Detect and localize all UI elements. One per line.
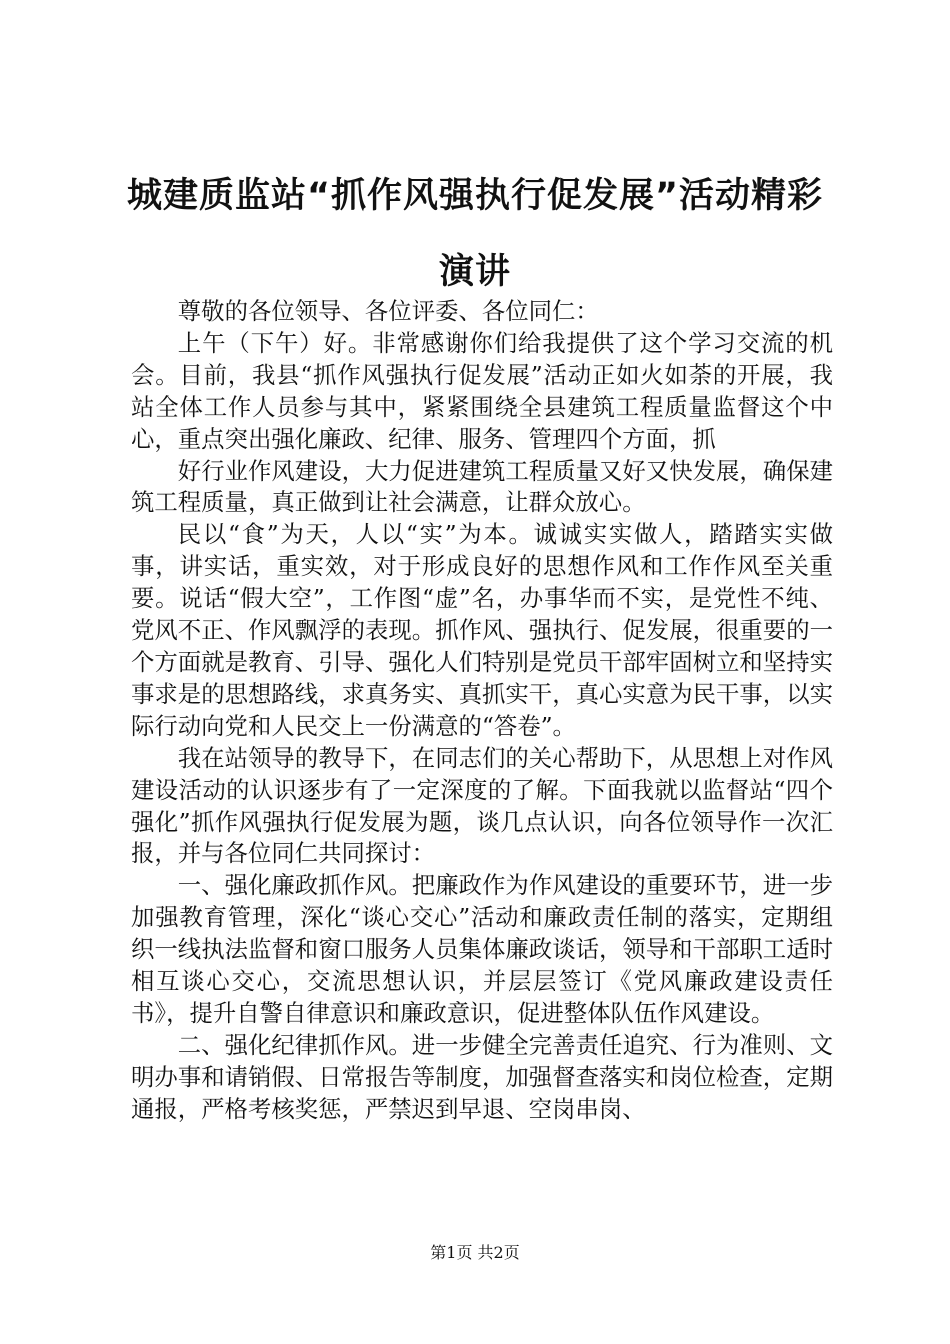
body-paragraph: 我在站领导的教导下，在同志们的关心帮助下，从思想上对作风建设活动的认识逐步有了一定深度的了解。下面我就以监督站“四个强化”抓作风强执行促发展为题，谈几点认识，向各位领导作一次汇报，并与各位同仁共同探讨： (131, 743, 833, 868)
body-paragraph: 上午（下午）好。非常感谢你们给我提供了这个学习交流的机会。目前，我县“抓作风强执行促发展”活动正如火如荼的开展，我站全体工作人员参与其中，紧紧围绕全县建筑工程质量监督这个中心，重点突出强化廉政、纪律、服务、管理四个方面，抓 (131, 328, 833, 453)
body-paragraph: 二、强化纪律抓作风。进一步健全完善责任追究、行为准则、文明办事和请销假、日常报告等制度，加强督查落实和岗位检查，定期通报，严格考核奖惩，严禁迟到早退、空岗串岗、 (131, 1030, 833, 1123)
document-title (100, 158, 850, 310)
body-paragraph: 好行业作风建设，大力促进建筑工程质量又好又快发展，确保建筑工程质量，真正做到让社会满意，让群众放心。 (131, 456, 833, 517)
body-paragraph: 民以“食”为天，人以“实”为本。诚诚实实做人，踏踏实实做事，讲实话，重实效，对于形成良好的思想作风和工作作风至关重要。说话“假大空”，工作图“虚”名，办事华而不实，是党性不纯、党风不正、作风飘浮的表现。抓作风、强执行、促发展，很重要的一个方面就是教育、引导、强化人们特别是党员干部牢固树立和坚持实事求是的思想路线，求真务实、真抓实干，真心实意为民干事，以实际行动向党和人民交上一份满意的“答卷”。 (131, 520, 833, 740)
page-number-footer: 第1页 共2页 (430, 1243, 520, 1262)
title-line-1: 城建质监站“抓作风强执行促发展”活动精彩 (126, 176, 823, 216)
salutation-paragraph: 尊敬的各位领导、各位评委、各位同仁： (177, 297, 599, 325)
body-paragraph: 一、强化廉政抓作风。把廉政作为作风建设的重要环节，进一步加强教育管理，深化“谈心交心”活动和廉政责任制的落实，定期组织一线执法监督和窗口服务人员集体廉政谈话，领导和干部职工适时相互谈心交心，交流思想认识，并层层签订《党风廉政建设责任书》，提升自警自律意识和廉政意识，促进整体队伍作风建设。 (131, 871, 833, 1027)
document-body (131, 296, 833, 1126)
title-line-2: 演讲 (438, 252, 511, 292)
